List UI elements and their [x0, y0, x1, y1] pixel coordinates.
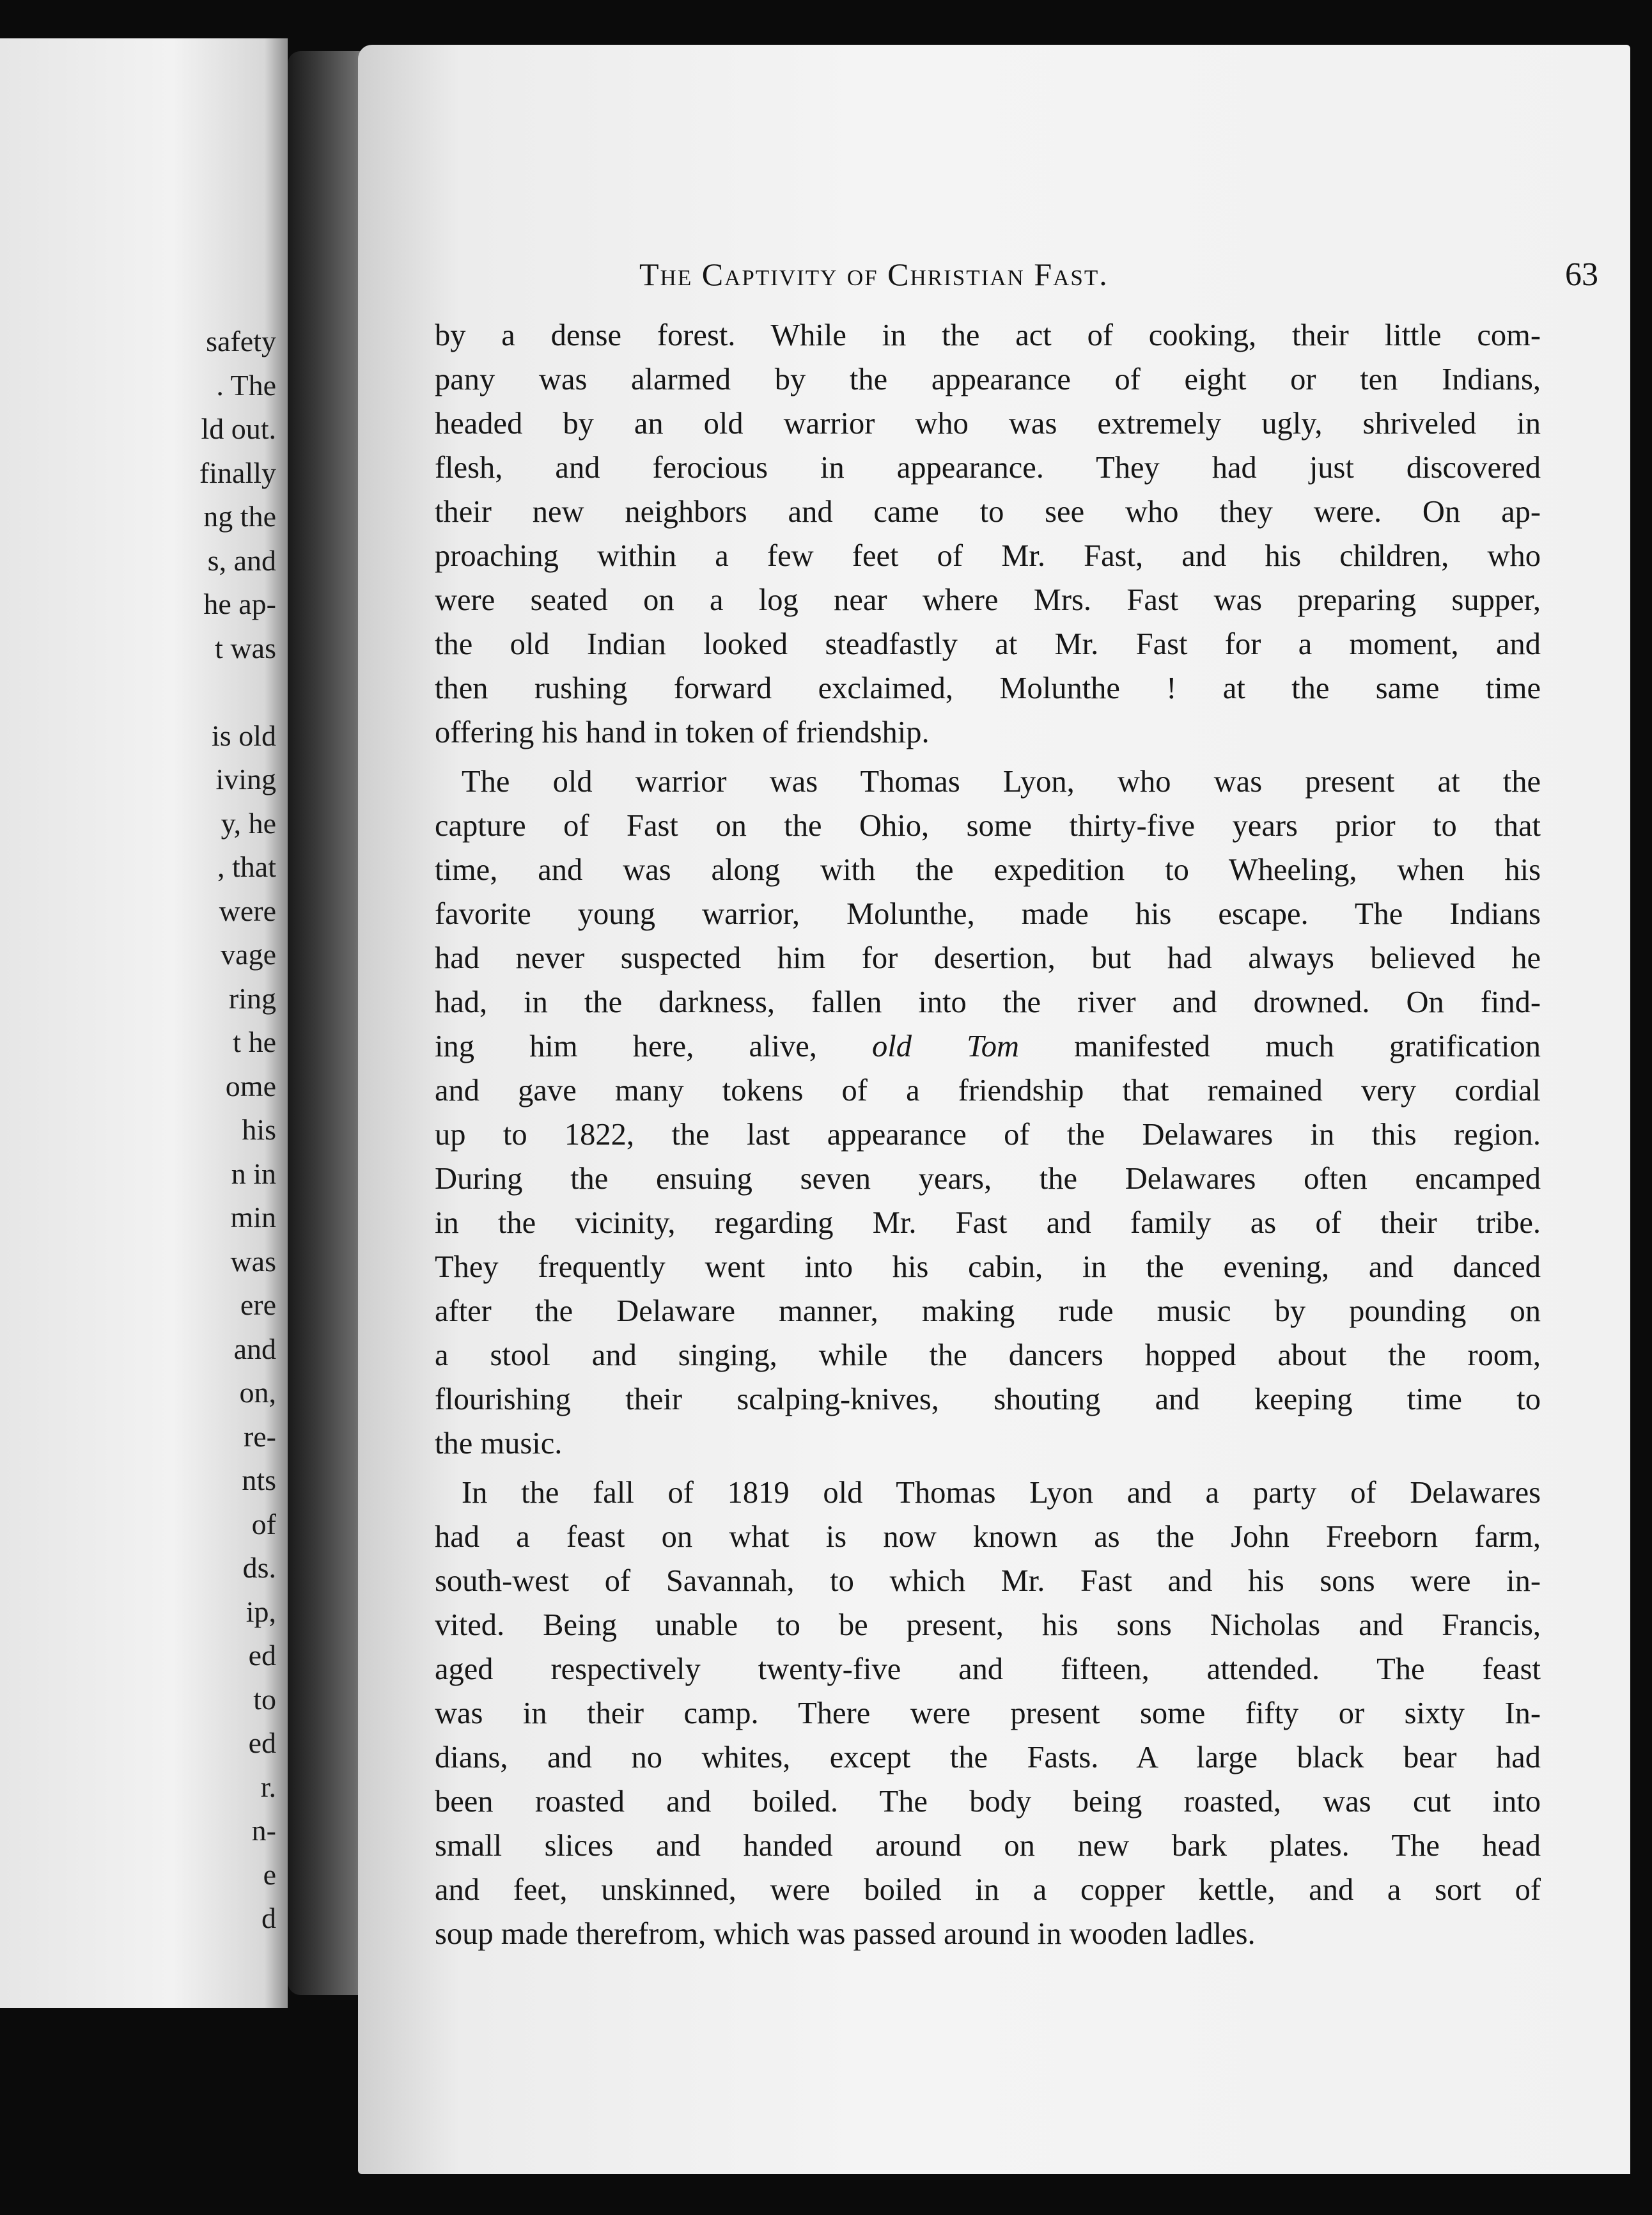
left-page-line: r. [260, 1770, 276, 1803]
text-line: In the fall of 1819 old Thomas Lyon and a party of Delawares [462, 1476, 1541, 1510]
text-line: During the ensuing seven years, the Delawares often encamped [435, 1162, 1541, 1196]
text-line: offering his hand in token of friendship. [435, 716, 930, 749]
left-page-line: , that [217, 850, 276, 883]
text-line: their new neighbors and came to see who they were. On ap- [435, 495, 1541, 529]
text-line: flourishing their scalping-knives, shouting and keeping time to [435, 1382, 1541, 1416]
text-line: and feet, unskinned, were boiled in a copper kettle, and a sort of [435, 1873, 1541, 1907]
left-page-line: d [261, 1902, 276, 1934]
text-line: pany was alarmed by the appearance of eight or ten Indians, [435, 363, 1541, 396]
left-page-line: ds. [242, 1551, 276, 1584]
text-line: small slices and handed around on new bark plates. The head [435, 1829, 1541, 1863]
text-line: then rushing forward exclaimed, Molunthe ! at the same time [435, 671, 1541, 705]
text-line: by a dense forest. While in the act of cooking, their little com- [435, 318, 1541, 352]
text-line: favorite young warrior, Molunthe, made his escape. The Indians [435, 897, 1541, 931]
text-line: had, in the darkness, fallen into the river and drowned. On find- [435, 985, 1541, 1019]
body-text [435, 313, 1541, 1956]
running-head-title: The Captivity of Christian Fast. [639, 256, 1109, 292]
left-page-line: ed [248, 1639, 276, 1671]
text-line: the music. [435, 1427, 563, 1460]
left-page-line: of [251, 1507, 276, 1540]
text-line: flesh, and ferocious in appearance. They had just discovered [435, 451, 1541, 485]
left-page-line: were [219, 894, 276, 927]
left-page-line: is old [212, 719, 276, 752]
italic-name: old Tom [872, 1029, 1019, 1063]
left-page-line: ng the [203, 500, 276, 533]
left-page-line: safety [206, 325, 276, 357]
text-line: soup made therefrom, which was passed around in wooden ladles. [435, 1917, 1256, 1951]
text-line: vited. Being unable to be present, his sons Nicholas and Francis, [435, 1608, 1541, 1642]
left-page-line: min [230, 1201, 276, 1233]
left-page-line: on, [239, 1376, 276, 1409]
page-number: 63 [1565, 256, 1598, 293]
left-page-line: to [253, 1682, 276, 1716]
left-page-line [199, 670, 276, 714]
text-line: aged respectively twenty-five and fifteen, attended. The feast [435, 1652, 1541, 1686]
left-page-line: . The [216, 368, 276, 402]
text-line: time, and was along with the expedition to Wheeling, when his [435, 853, 1541, 887]
left-page-line: was [230, 1244, 276, 1278]
left-page-line: ring [228, 982, 276, 1015]
text-line: up to 1822, the last appearance of the Delawares in this region. [435, 1118, 1541, 1152]
left-page-line: his [242, 1113, 276, 1146]
left-page-line: finally [199, 456, 276, 489]
text-line: capture of Fast on the Ohio, some thirty-five years prior to that [435, 809, 1541, 843]
left-page-line: y, he [221, 806, 276, 840]
text-line: south-west of Savannah, to which Mr. Fast and his sons were in- [435, 1564, 1541, 1598]
left-page-line: s, and [207, 544, 276, 577]
right-page [358, 45, 1630, 2174]
paragraph [435, 313, 1541, 755]
text-line: in the vicinity, regarding Mr. Fast and family as of their tribe. [435, 1206, 1541, 1240]
paragraph [435, 1471, 1541, 1956]
left-page-text-fragments [199, 320, 276, 1941]
left-page-line: nts [242, 1464, 276, 1496]
left-page-line: ome [225, 1069, 276, 1102]
text-line: ing him here, alive, old Tom manifested much gratification [435, 1029, 1541, 1063]
text-line: were seated on a log near where Mrs. Fast was preparing supper, [435, 583, 1541, 617]
running-head [639, 256, 1598, 307]
text-line: had never suspected him for desertion, but had always believed he [435, 941, 1541, 975]
text-line: dians, and no whites, except the Fasts. A large black bear had [435, 1741, 1541, 1774]
left-facing-page [0, 38, 288, 2008]
left-page-line: he ap- [203, 588, 276, 620]
text-line: been roasted and boiled. The body being roasted, was cut into [435, 1785, 1541, 1819]
left-page-line: ed [248, 1726, 276, 1759]
left-page-line: and [233, 1332, 276, 1365]
left-page-line: e [263, 1858, 276, 1891]
text-line: a stool and singing, while the dancers hopped about the room, [435, 1338, 1541, 1372]
left-page-line: ip, [245, 1595, 276, 1628]
text-line: and gave many tokens of a friendship that remained very cordial [435, 1074, 1541, 1108]
text-line: They frequently went into his cabin, in the evening, and danced [435, 1250, 1541, 1284]
paragraph [435, 760, 1541, 1466]
text-line: proaching within a few feet of Mr. Fast, and his children, who [435, 539, 1541, 573]
text-line: after the Delaware manner, making rude music by pounding on [435, 1294, 1541, 1328]
left-page-line: vage [221, 938, 276, 971]
left-page-line: ld out. [201, 412, 276, 445]
text-line: had a feast on what is now known as the John Freeborn farm, [435, 1520, 1541, 1554]
text-line: was in their camp. There were present some fifty or sixty In- [435, 1696, 1541, 1730]
text-line: The old warrior was Thomas Lyon, who was present at the [462, 765, 1541, 799]
text-line: the old Indian looked steadfastly at Mr. Fast for a moment, and [435, 627, 1541, 661]
left-page-line: n- [251, 1814, 276, 1847]
left-page-line: t was [215, 631, 276, 664]
left-page-line: iving [215, 763, 276, 795]
text-line: headed by an old warrior who was extremely ugly, shriveled in [435, 407, 1541, 441]
left-page-line: n in [231, 1157, 276, 1190]
left-page-line: t he [233, 1026, 276, 1058]
left-page-line: re- [243, 1420, 276, 1453]
left-page-line: ere [240, 1288, 276, 1321]
